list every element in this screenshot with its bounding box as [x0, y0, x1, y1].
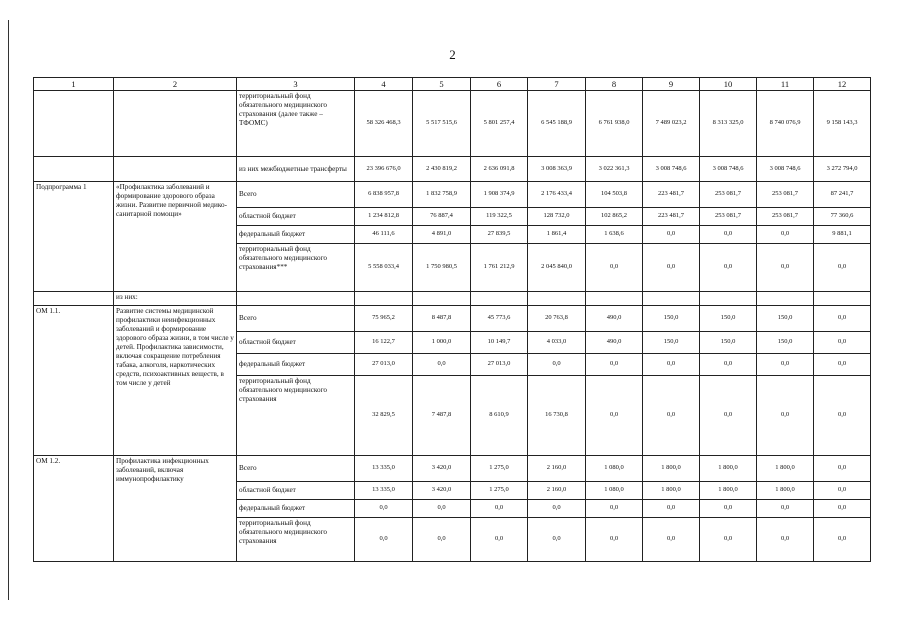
value-cell: 27 013,0	[471, 354, 528, 376]
value-cell: 1 761 212,9	[471, 244, 528, 292]
value-cell: 0,0	[757, 500, 814, 518]
value-cell: 1 275,0	[471, 482, 528, 500]
value-cell: 0,0	[471, 500, 528, 518]
value-cell: 0,0	[814, 482, 871, 500]
funding-source-cell: федеральный бюджет	[237, 354, 355, 376]
funding-source-cell: Всего	[237, 306, 355, 332]
value-cell: 76 887,4	[413, 208, 471, 226]
value-cell: 0,0	[643, 500, 700, 518]
value-cell: 0,0	[757, 226, 814, 244]
col-header: 5	[413, 78, 471, 91]
value-cell: 4 033,0	[528, 332, 586, 354]
value-cell: 1 832 758,9	[413, 182, 471, 208]
col-header: 11	[757, 78, 814, 91]
value-cell: 0,0	[700, 500, 757, 518]
funding-source-cell: областной бюджет	[237, 332, 355, 354]
value-cell: 1 908 374,9	[471, 182, 528, 208]
value-cell: 150,0	[700, 332, 757, 354]
program-name-cell: Развитие системы медицинской профилактики неинфекционных заболеваний и формирование здорового образа жизни, в том числе у детей. Профилактика зависимости, включая сокращение потребления табака, алкоголя, наркотических средств, психоактивных веществ, в том числе у детей	[114, 306, 237, 456]
value-cell: 6 838 957,8	[355, 182, 413, 208]
program-code-cell: ОМ 1.1.	[34, 306, 114, 456]
value-cell: 253 081,7	[700, 208, 757, 226]
value-cell: 0,0	[528, 518, 586, 562]
value-cell: 253 081,7	[700, 182, 757, 208]
col-header: 3	[237, 78, 355, 91]
empty-cell	[814, 292, 871, 306]
value-cell: 1 234 812,8	[355, 208, 413, 226]
empty-cell	[586, 292, 643, 306]
value-cell: 0,0	[814, 456, 871, 482]
value-cell: 0,0	[757, 244, 814, 292]
budget-table	[33, 77, 871, 562]
value-cell: 5 558 033,4	[355, 244, 413, 292]
value-cell: 1 638,6	[586, 226, 643, 244]
value-cell: 490,0	[586, 332, 643, 354]
value-cell: 0,0	[586, 354, 643, 376]
value-cell: 16 122,7	[355, 332, 413, 354]
value-cell: 150,0	[700, 306, 757, 332]
value-cell: 9 881,1	[814, 226, 871, 244]
funding-source-cell: территориальный фонд обязательного медицинского страхования	[237, 518, 355, 562]
value-cell: 490,0	[586, 306, 643, 332]
empty-cell	[413, 292, 471, 306]
value-cell: 2 176 433,4	[528, 182, 586, 208]
value-cell: 1 800,0	[757, 456, 814, 482]
value-cell: 0,0	[528, 500, 586, 518]
value-cell: 3 420,0	[413, 482, 471, 500]
value-cell: 253 081,7	[757, 208, 814, 226]
value-cell: 8 487,8	[413, 306, 471, 332]
value-cell: 3 022 361,3	[586, 157, 643, 182]
value-cell: 0,0	[757, 376, 814, 456]
value-cell: 0,0	[757, 354, 814, 376]
funding-source-cell: областной бюджет	[237, 208, 355, 226]
empty-cell	[528, 292, 586, 306]
empty-cell	[471, 292, 528, 306]
value-cell: 1 800,0	[700, 482, 757, 500]
empty-cell	[237, 292, 355, 306]
value-cell: 0,0	[814, 332, 871, 354]
value-cell: 27 839,5	[471, 226, 528, 244]
value-cell: 0,0	[814, 500, 871, 518]
value-cell: 2 160,0	[528, 482, 586, 500]
program-name-cell	[114, 91, 237, 157]
value-cell: 104 503,8	[586, 182, 643, 208]
value-cell: 1 750 980,5	[413, 244, 471, 292]
value-cell: 13 335,0	[355, 456, 413, 482]
value-cell: 150,0	[757, 332, 814, 354]
program-code-cell	[34, 292, 114, 306]
value-cell: 16 730,8	[528, 376, 586, 456]
col-header: 2	[114, 78, 237, 91]
value-cell: 253 081,7	[757, 182, 814, 208]
value-cell: 6 761 938,0	[586, 91, 643, 157]
value-cell: 1 275,0	[471, 456, 528, 482]
funding-source-cell: территориальный фонд обязательного медицинского страхования***	[237, 244, 355, 292]
col-header: 9	[643, 78, 700, 91]
funding-source-cell: территориальный фонд обязательного медицинского страхования (далее также – ТФОМС)	[237, 91, 355, 157]
value-cell: 0,0	[814, 354, 871, 376]
program-name-cell: Профилактика инфекционных заболеваний, включая иммунопрофилактику	[114, 456, 237, 562]
value-cell: 0,0	[586, 518, 643, 562]
value-cell: 5 517 515,6	[413, 91, 471, 157]
value-cell: 119 322,5	[471, 208, 528, 226]
value-cell: 2 636 091,8	[471, 157, 528, 182]
program-code-cell: Подпрограмма 1	[34, 182, 114, 292]
value-cell: 0,0	[814, 306, 871, 332]
value-cell: 0,0	[643, 518, 700, 562]
funding-source-cell: из них межбюджетные трансферты	[237, 157, 355, 182]
value-cell: 0,0	[757, 518, 814, 562]
value-cell: 223 481,7	[643, 208, 700, 226]
value-cell: 2 045 840,0	[528, 244, 586, 292]
funding-source-cell: территориальный фонд обязательного медицинского страхования	[237, 376, 355, 456]
value-cell: 0,0	[700, 376, 757, 456]
value-cell: 58 326 468,3	[355, 91, 413, 157]
value-cell: 4 891,0	[413, 226, 471, 244]
value-cell: 7 489 023,2	[643, 91, 700, 157]
value-cell: 0,0	[700, 226, 757, 244]
value-cell: 75 965,2	[355, 306, 413, 332]
value-cell: 150,0	[643, 306, 700, 332]
empty-cell	[700, 292, 757, 306]
value-cell: 1 800,0	[643, 456, 700, 482]
value-cell: 0,0	[700, 354, 757, 376]
value-cell: 3 420,0	[413, 456, 471, 482]
value-cell: 1 000,0	[413, 332, 471, 354]
value-cell: 1 800,0	[757, 482, 814, 500]
value-cell: 1 800,0	[643, 482, 700, 500]
value-cell: 128 732,0	[528, 208, 586, 226]
value-cell: 0,0	[528, 354, 586, 376]
funding-source-cell: областной бюджет	[237, 482, 355, 500]
program-code-cell	[34, 157, 114, 182]
value-cell: 0,0	[471, 518, 528, 562]
value-cell: 32 829,5	[355, 376, 413, 456]
col-header: 8	[586, 78, 643, 91]
header-row	[34, 78, 871, 91]
value-cell: 3 008 748,6	[643, 157, 700, 182]
value-cell: 87 241,7	[814, 182, 871, 208]
left-margin-line	[8, 20, 9, 600]
value-cell: 0,0	[814, 244, 871, 292]
value-cell: 10 149,7	[471, 332, 528, 354]
funding-source-cell: Всего	[237, 456, 355, 482]
value-cell: 150,0	[643, 332, 700, 354]
value-cell: 45 773,6	[471, 306, 528, 332]
funding-source-cell: федеральный бюджет	[237, 226, 355, 244]
funding-source-cell: федеральный бюджет	[237, 500, 355, 518]
value-cell: 1 861,4	[528, 226, 586, 244]
table-row	[34, 456, 871, 482]
value-cell: 77 360,6	[814, 208, 871, 226]
value-cell: 0,0	[355, 500, 413, 518]
value-cell: 9 158 143,3	[814, 91, 871, 157]
empty-cell	[757, 292, 814, 306]
value-cell: 6 545 188,9	[528, 91, 586, 157]
table-row	[34, 182, 871, 208]
program-code-cell	[34, 91, 114, 157]
value-cell: 0,0	[643, 354, 700, 376]
value-cell: 0,0	[355, 518, 413, 562]
page-number: 2	[449, 47, 456, 62]
value-cell: 0,0	[700, 518, 757, 562]
value-cell: 1 800,0	[700, 456, 757, 482]
value-cell: 0,0	[814, 376, 871, 456]
table-row	[34, 292, 871, 306]
value-cell: 0,0	[413, 354, 471, 376]
value-cell: 0,0	[413, 518, 471, 562]
value-cell: 2 160,0	[528, 456, 586, 482]
value-cell: 8 740 076,9	[757, 91, 814, 157]
program-code-cell: ОМ 1.2.	[34, 456, 114, 562]
value-cell: 0,0	[586, 500, 643, 518]
value-cell: 0,0	[643, 244, 700, 292]
col-header: 10	[700, 78, 757, 91]
value-cell: 223 481,7	[643, 182, 700, 208]
value-cell: 20 763,8	[528, 306, 586, 332]
col-header: 12	[814, 78, 871, 91]
table-row	[34, 157, 871, 182]
empty-cell	[643, 292, 700, 306]
col-header: 4	[355, 78, 413, 91]
value-cell: 27 013,0	[355, 354, 413, 376]
table-row	[34, 306, 871, 332]
value-cell: 46 111,6	[355, 226, 413, 244]
value-cell: 3 272 794,0	[814, 157, 871, 182]
value-cell: 5 801 257,4	[471, 91, 528, 157]
value-cell: 150,0	[757, 306, 814, 332]
value-cell: 3 008 748,6	[757, 157, 814, 182]
value-cell: 0,0	[586, 376, 643, 456]
program-name-cell	[114, 157, 237, 182]
value-cell: 2 430 819,2	[413, 157, 471, 182]
program-name-cell: «Профилактика заболеваний и формирование здорового образа жизни. Развитие первичной медико-санитарной помощи»	[114, 182, 237, 292]
value-cell: 0,0	[586, 244, 643, 292]
value-cell: 23 396 676,0	[355, 157, 413, 182]
value-cell: 102 865,2	[586, 208, 643, 226]
col-header: 1	[34, 78, 114, 91]
program-name-cell: из них:	[114, 292, 237, 306]
value-cell: 0,0	[643, 376, 700, 456]
value-cell: 3 008 748,6	[700, 157, 757, 182]
empty-cell	[355, 292, 413, 306]
value-cell: 3 008 363,9	[528, 157, 586, 182]
value-cell: 7 487,8	[413, 376, 471, 456]
value-cell: 0,0	[814, 518, 871, 562]
value-cell: 0,0	[413, 500, 471, 518]
value-cell: 8 313 325,0	[700, 91, 757, 157]
value-cell: 0,0	[700, 244, 757, 292]
col-header: 7	[528, 78, 586, 91]
value-cell: 0,0	[643, 226, 700, 244]
funding-source-cell: Всего	[237, 182, 355, 208]
col-header: 6	[471, 78, 528, 91]
value-cell: 1 080,0	[586, 456, 643, 482]
table-row	[34, 91, 871, 157]
value-cell: 1 080,0	[586, 482, 643, 500]
value-cell: 8 610,9	[471, 376, 528, 456]
value-cell: 13 335,0	[355, 482, 413, 500]
